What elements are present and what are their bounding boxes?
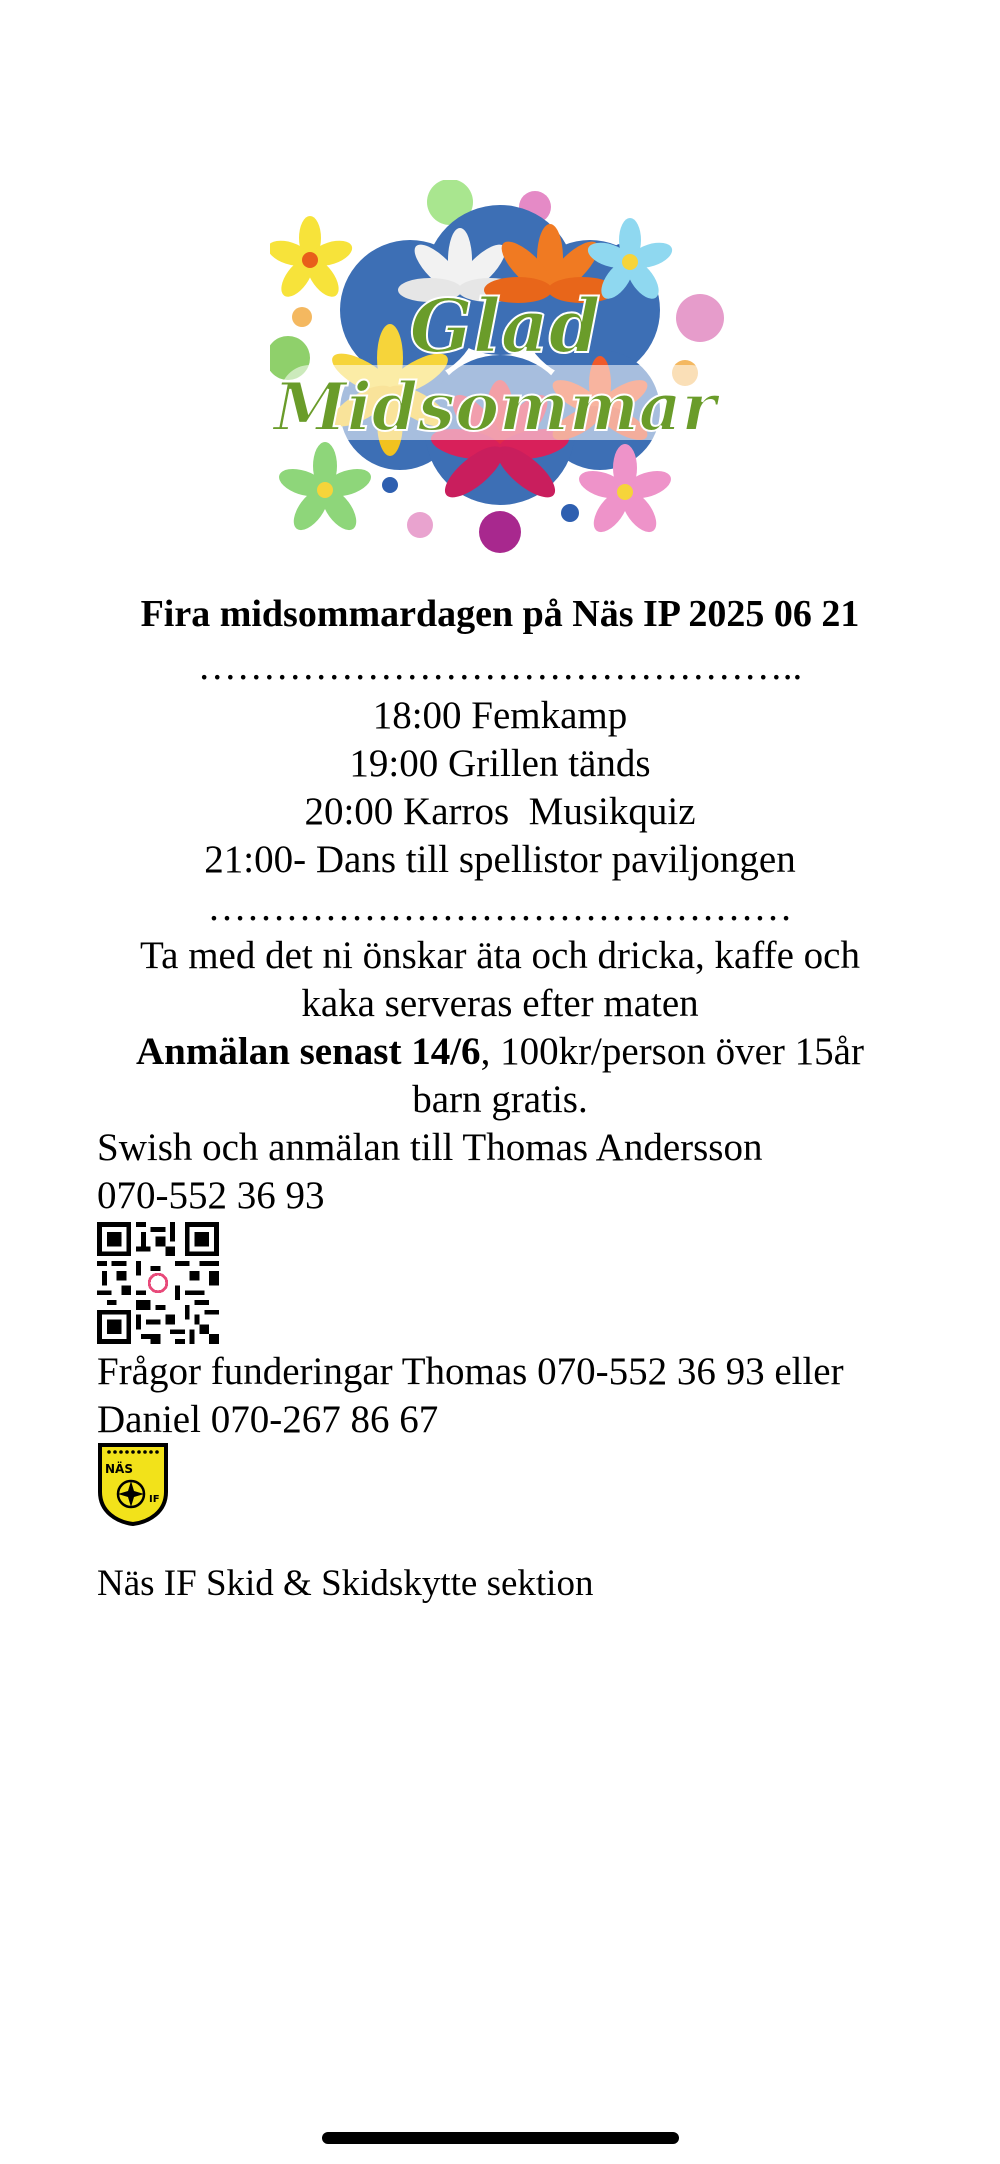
registration-price: , 100kr/person över 15år — [480, 1030, 864, 1073]
program-item: 20:00 Karros Musikquiz — [304, 790, 696, 833]
swish-qr-code[interactable] — [97, 1222, 219, 1344]
bring-info-line: kaka serveras efter maten — [301, 982, 699, 1025]
flower-yellow-small — [270, 216, 355, 302]
swish-logo-icon — [149, 1274, 167, 1292]
flower-green-small — [276, 442, 375, 536]
decor-dot — [676, 294, 724, 342]
nas-if-logo — [97, 1442, 169, 1526]
program-item: 19:00 Grillen tänds — [349, 742, 651, 785]
registration-line: barn gratis. — [412, 1078, 588, 1121]
registration-deadline: Anmälan senast 14/6 — [136, 1030, 481, 1073]
swish-contact: Swish och anmälan till Thomas Andersson — [97, 1126, 763, 1169]
banner-line1: Glad — [409, 284, 601, 370]
decor-dot — [382, 477, 398, 493]
decor-dot — [479, 511, 521, 553]
home-indicator[interactable] — [322, 2132, 679, 2144]
registration-line — [0, 1028, 1000, 1076]
event-heading: Fira midsommardagen på Näs IP 2025 06 21 — [140, 593, 860, 635]
club-section-footer: Näs IF Skid & Skidskytte sektion — [97, 1563, 594, 1604]
swish-phone[interactable]: 070-552 36 93 — [97, 1174, 325, 1217]
decor-dot — [561, 504, 579, 522]
questions-contact: Frågor funderingar Thomas 070-552 36 93 eller — [97, 1350, 844, 1393]
program-item: 18:00 Femkamp — [372, 694, 628, 737]
program-item: 21:00- Dans till spellistor paviljongen — [204, 838, 796, 881]
questions-contact: Daniel 070-267 86 67 — [97, 1398, 439, 1441]
banner-line2: Midsommar — [273, 368, 717, 446]
divider-dots: ……………………………………… — [207, 886, 793, 929]
bring-info-line: Ta med det ni önskar äta och dricka, kaffe och — [140, 934, 860, 977]
logo-text: NÄS — [105, 1462, 133, 1476]
decor-dot — [292, 307, 312, 327]
decor-dot — [407, 512, 433, 538]
logo-suffix: IF — [149, 1494, 160, 1505]
divider-dots: ……………………………………….. — [197, 645, 803, 688]
glad-midsommar-banner — [270, 180, 730, 560]
